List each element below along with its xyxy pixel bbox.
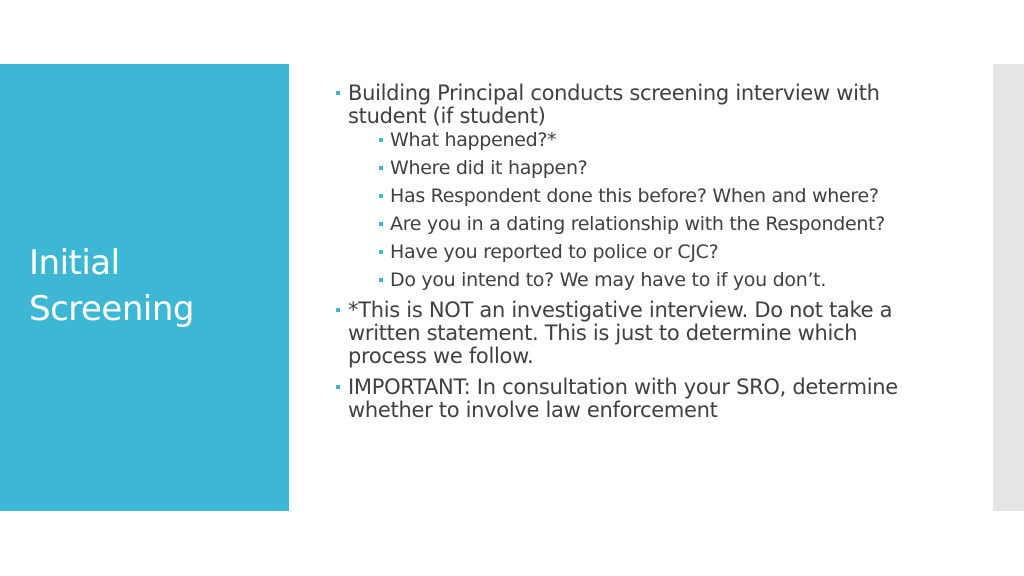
sub-bullet-item — [376, 270, 934, 291]
sub-bullet-text: Have you reported to police or CJC? — [390, 241, 719, 263]
sub-bullet-item — [376, 214, 934, 235]
slide-title-line-1: Initial — [29, 243, 120, 283]
slide-content — [334, 82, 934, 430]
bullet-text: *This is NOT an investigative interview. Do not take a written statement. This is just to determine which process we follow. — [348, 298, 893, 368]
slide-title-line-2: Screening — [29, 289, 194, 329]
bullet-item — [334, 299, 934, 368]
sub-bullet-item — [376, 130, 934, 151]
bullet-text: IMPORTANT: In consultation with your SRO, determine whether to involve law enforcement — [348, 375, 898, 422]
sub-bullet-text: Where did it happen? — [390, 157, 588, 179]
bullet-text: Building Principal conducts screening interview with student (if student) — [348, 81, 880, 128]
sub-bullet-item — [376, 186, 934, 207]
sub-bullet-text: Are you in a dating relationship with the Respondent? — [390, 213, 886, 235]
right-side-bar — [993, 64, 1024, 511]
sub-bullet-text: Do you intend to? We may have to if you don’t. — [390, 269, 827, 291]
bullet-list — [334, 82, 934, 422]
sub-bullet-item — [376, 242, 934, 263]
slide-title — [29, 240, 279, 332]
sub-bullet-text: Has Respondent done this before? When and where? — [390, 185, 879, 207]
sub-bullet-text: What happened?* — [390, 129, 557, 151]
sub-bullet-list — [376, 130, 934, 291]
bullet-item — [334, 376, 934, 422]
bullet-item — [334, 82, 934, 291]
sub-bullet-item — [376, 158, 934, 179]
